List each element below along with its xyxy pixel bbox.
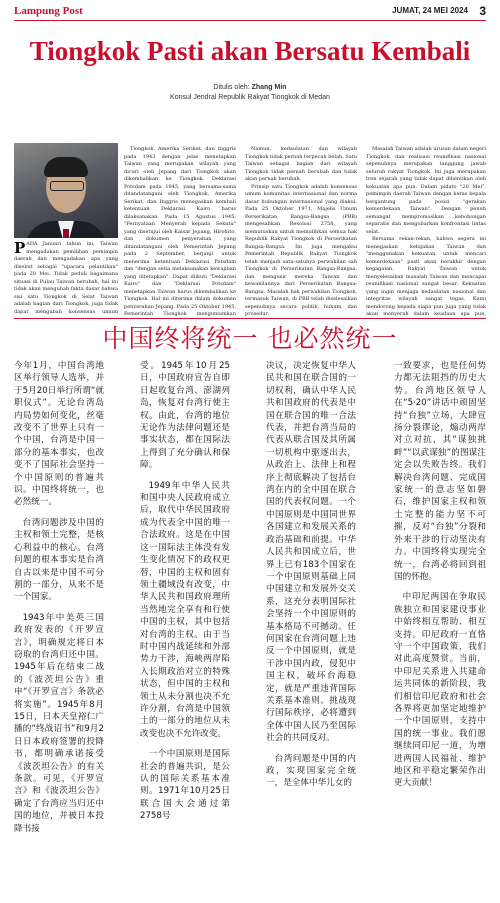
chinese-paragraph: 一致要求，也是任何势力都无法阻挡的历史大势。台湾地区领导人在“5·20”讲话中顽固坚持“台独”立场，大肆宣扬分裂谬论，煽动两岸对立对抗，其“谋独挑衅”“以武谋独”的图谋注定会以失败告终。我们解决台湾问题、完成国家统一的意志坚如磐石，维护国家主权和领土完整的能力坚不可摧，反对“台独”分裂和外来干涉的行动坚决有力。中国终将实现完全统一，台湾必将回到祖国的怀抱。: [394, 361, 486, 582]
chinese-title: 中国终将统一 也必然统一: [102, 324, 398, 353]
chinese-column-1: [14, 360, 104, 895]
page-number: 3: [479, 4, 486, 18]
photo-hair: [44, 157, 88, 177]
chinese-paragraph: 一个中国原则是国际社会的普遍共识，是公认的国际关系基本准则。1971年10月25日联合国大会通过第2758号: [140, 749, 230, 822]
article-title: Tiongkok Pasti akan Bersatu Kembali: [29, 36, 471, 66]
page-header: [0, 0, 500, 22]
chinese-paragraph: 1949年中华人民共和国中央人民政府成立后，取代中华民国政府成为代表全中国的唯一合法政府。这是在中国这一国际法主体没有发生变化情况下的政权更替，中国的主权和固有领土疆域没有改变，中华人民共和国政府理所当然地完全享有和行使中国的主权，其中包括对台湾的主权。由于当时中国内战延续和外部势力干涉，海峡两岸陷入长期政治对立的特殊状态，但中国的主权和领土从未分割也决不允许分割，台湾是中国领土的一部分的地位从未改变也决不允许改变。: [140, 480, 230, 739]
issue-date: JUMAT, 24 MEI 2024: [392, 6, 468, 15]
author-photo: [14, 143, 118, 238]
chinese-column-2: [140, 360, 230, 895]
chinese-paragraph: 台湾问题涉及中国的主权和领土完整，是核心利益中的核心。台湾问题的根本事实是台湾自古以来是中国不可分割的一部分，从来不是一个国家。: [14, 517, 104, 603]
byline: [0, 84, 500, 91]
article-paragraph: Masalah Taiwan adalah urusan dalam negeri Tiongkok, dan realisasi reunifikasi nasional sepenuhnya merupakan tanggung jawab seluruh rakyat Tiongkok. Ini juga merupakan tren sejarah yang tidak dapat dihentikan oleh kekuatan apa pun. Dalam pidato "20 Mei", pemimpin daerah Taiwan dengan keras kepala bergantung pada posisi "gerakan kemerdekaan Taiwan". Dengan penuh semangat mempromosikan kebohongan separatis dan mengobarkan konfrontasi lintas selat.: [366, 146, 486, 235]
chinese-paragraph: 受。1945年10月25日，中国政府宣告自即日起收复台湾、澎湖列岛，恢复对台湾行使主权。由此，台湾的地位无论作为法律问题还是事实状态，都在国际法上得到了充分确认和保障。: [140, 361, 230, 471]
photo-tie: [63, 229, 69, 238]
chinese-paragraph: 中印尼两国在争取民族独立和国家建设事业中始终相互帮助、相互支持。印尼政府一直恪守一个中国政策，我们对此高度赞赏。当前，中印尼关系进入共建命运共同体的新阶段，我们相信印尼政府和社会各界将更加坚定地维护一个中国原则，支持中国的统一事业。我们愿继续同印尼一道，为增进两国人民福祉、维护地区和平稳定繁荣作出更大贡献！: [394, 592, 486, 789]
article-column-1: [14, 241, 118, 316]
article-column-3: [245, 146, 357, 316]
author-name: Zhang Min: [251, 84, 287, 91]
chinese-column-3: [266, 360, 356, 895]
chinese-paragraph: 台湾问题是中国的内政，实现国家完全统一，是全体中华儿女的: [266, 753, 356, 789]
chinese-paragraph: 1943年中美英三国政府发表的《开罗宣言》，明确规定将日本窃取的台湾归还中国。1945年后在结束二战的《波茨坦公告》重申“《开罗宣言》条款必将实施”。1945年8月15日，日本天皇裕仁广播的“终战诏书”和9月2日日本政府签署的投降书，都明确承诺接受《波茨坦公告》的有关条款。可见，《开罗宣言》和《波茨坦公告》确定了台湾应当归还中国的地位，并被日本投降书接: [14, 612, 104, 834]
article-column-2: [124, 146, 236, 316]
newspaper-brand: Lampung Post: [14, 5, 83, 17]
article-paragraph: Namun, kedaulatan dan wilayah Tiongkok tidak pernah terpecah belah. Satu Taiwan sebagai bagian dari wilayah Tiongkok tidak pernah berubah dan tidak akan pernah berubah.: [245, 146, 357, 182]
article-paragraph: Tiongkok, Amerika Serikat, dan Inggris pada 1943 dengan jelas menetapkan Taiwan yang merupakan wilayah yang dicuri oleh Jepang dari Tiongkok akan dikembalikan ke Tiongkok. Deklarasi Potsdam pada 1945, yang bersama-sama ditandatangani oleh Tiongkok, Amerika Serikat, dan Inggris menegaskan kembali ketentuan Deklarasi Kairo harus dilaksanakan. Pada 15 Agustus 1945, "Pernyataan Menyerah kepada Sekutu" yang disetujui oleh Kaisar Jepang, Hirohito, dan dokumen penyerahan yang ditandatangani oleh Pemerintah Jepang pada 2 September, berjanji untuk menerima ketentuan Deklarasi Potsdam dan "dengan setia melaksanakan kewajiban yang ditetapkan". Dapat diikuti "Deklarasi Kairo" dan "Deklarasi Potsdam" menetapkan Taiwan harus dikembalikan ke Tiongkok. Hal ini diterima dalam dokumen penyerahan Jepang. Pada 25 Oktober 1945, Pemerintah Tiongkok mengumumkan: [124, 146, 236, 316]
article-paragraph: Bersama rekan-rekan, bahwa segera ini menegaskan kebijakan Taiwan dan "menggunakan kekuatan untuk mencari kemerdekaan" pasti akan berakhir dengan kegagalan. Rakyat Taiwan untuk menyelesaikan masalah Taiwan dan mencapai reunifikasi nasional sangat besar. Kekuatan yang ingin menjaga kedaulatan nasional dan integritas wilayah sangat tegas. Kami mendorong kepada siapa pun juga yang tidak akan menyerah dalam keadaan apa pun,: [366, 236, 486, 316]
chinese-paragraph: 决议，决定恢复中华人民共和国在联合国的一切权利，确认中华人民共和国政府的代表是中国在联合国的唯一合法代表，并把台湾当局的代表从联合国及其所属一切机构中驱逐出去，从政治上、法律上和程序上彻底解决了包括台湾在内的全中国在联合国的代表权问题。一个中国原则是中国同世界各国建立和发展关系的政治基础和前提。中华人民共和国成立后，世界上已有183个国家在一个中国原则基础上同中国建立和发展外交关系，这充分表明国际社会坚持一个中国原则的基本格局不可撼动。任何国家在台湾问题上违反一个中国原则，就是干涉中国内政，侵犯中国主权，破坏台海稳定，就是严重违背国际关系基本准则、挑战现行国际秩序，必将遭到全体中国人民乃至国际社会的共同反对。: [266, 361, 356, 744]
chinese-paragraph: 今年1月，中国台湾地区举行领导人选举，并于5月20日举行所谓“就职仪式”。无论台湾岛内局势如何变化，丝毫改变不了世界上只有一个中国，台湾是中国一部分的基本事实，也改变不了国际社会坚持一个中国原则的普遍共识。中国终将统一，也必然统一。: [14, 361, 104, 508]
photo-glasses: [50, 181, 84, 191]
chinese-column-4: [394, 360, 486, 895]
article-paragraph: Prinsip satu Tiongkok adalah konsensus umum komunitas internasional dan norma dasar hubungan internasional yang diakui. Pada 25 Oktober 1971, Majelis Umum Perserikatan Bangsa-Bangsa (PBB) mengesahkan Resolusi 2758, yang memutuskan untuk memulihkan semua hak Republik Rakyat Tiongkok di Perserikatan Bangsa-Bangsa. Ini juga mengakui Pemerintah Republik Rakyat Tiongkok telah menjadi satu-satunya perwakilan sah Tiongkok di Perserikatan Bangsa-Bangsa, dan mengusir mereka Taiwan dan kewakilannya dari Perserikatan Bangsa-Bangsa. Masalah hak perwakilan Tiongkok, termasuk Taiwan, di PBB telah diselesaikan sepenuhnya secara politik, hukum, dan prosedur.: [245, 183, 357, 316]
article-paragraph-text: ADA Januari tahun ini, Taiwan mengadakan pemilihan pemimpin daerah dan mengadakan apa yang disebut sebagai "upacara pelantikan" pada 20 Mei. Tidak peduli bagaimana situasi di Pulau Taiwan berubah, hal ini tidak akan mengubah fakta dasar bahwa sisi satu Tiongkok di Selat Taiwan adalah bagian dari Tiongkok, juga tidak dapat mengubah konsensus umum: [14, 241, 118, 315]
author-role: Konsul Jendral Republik Rakyat Tiongkok di Medan: [170, 94, 330, 101]
article-column-4: [366, 146, 486, 316]
article-paragraph: [14, 241, 118, 316]
header-rule: [14, 20, 486, 21]
drop-cap: P: [14, 241, 26, 257]
byline-label: Ditulis oleh:: [213, 84, 250, 91]
